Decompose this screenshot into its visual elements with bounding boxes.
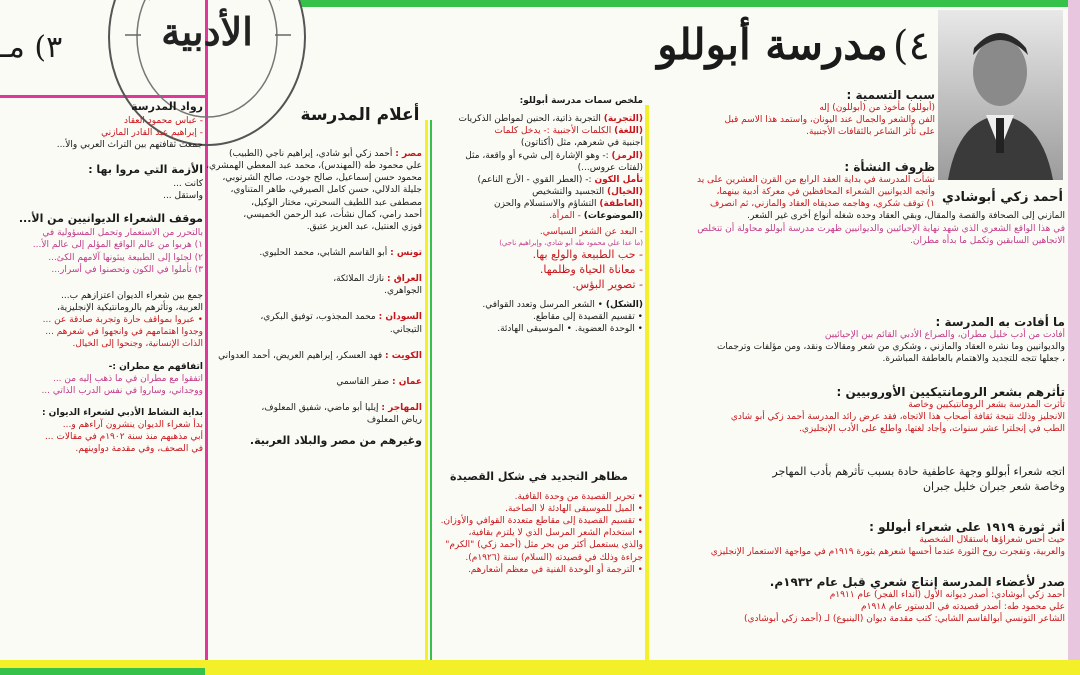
left-section: رواد المدرسة - عباس محمود العقاد - إبراهيم عبد القادر المازني جمعت ثقافتهم بين التراث العربي والأ... الأزمة التي مروا بها : كانت ... واستقل ... موقف الشعراء الديوانيين من الأ... بالتحرر من الاستعمار وتحمل المسؤولية في ١) هربوا من عالم الواقع المؤلم إلى عالم الأ... ٢) لجئوا إلى الطبيعة يبثونها آلامهم الكئ... ٣) تأملوا في الكون وتحصنوا في أسرار... جمع بين شعراء الديوان اعتزازهم ب... العربية، وتأثرهم بالرومانتيكية الإنجليزية، • عبروا بمواقف حارة وتجربة صادقة عن ... وجدوا اهتمامهم في وانجهوا في شعرهم ... الذات الإنسانية، وجنحوا إلى الخيال. اتفاقهم مع مطران :- اتفقوا مع مطران في ما ذهب إليه من ... ووجداني، وساروا في نفس الدرب الذاتي ... بداية النشاط الأدبي لشعراء الديوان : بدأ شعراء الديوان ينشرون آراءهم و... أبي مذهبهم منذ سنة ١٩٠٢م في مقالات ... في الصحف، وفي مقدمة دواوينهم. bbox=[18, 100, 203, 455]
naming-section: سبب التسمية : (أبوللو) مأخوذ من (أبوللون) إله الفن والشعر والجمال عند اليونان، واستمد هذا الاسم قبل على تأثر الشاعر بالثقافات الأجنبية. bbox=[655, 88, 935, 138]
before-section: صدر لأعضاء المدرسة إنتاج شعري قبل عام ١٩٣٢م. أحمد زكي أبوشادي: أصدر ديوانه الأول (أنداء الفجر) عام ١٩١١م علي محمود طه: أصدر قصيدته في الدستور عام ١٩١٨م الشاعر التونسي أبوالقاسم الشابي: كتب مقدمة ديوان (الينبوع) لـ (أحمد زكي أبوشادي) bbox=[743, 575, 1065, 625]
origins-section: ظروف النشأة : نشأت المدرسة في بداية العقد الرابع من القرن العشرين على يد وأتجه الديوانيين الشعراء المحافظين في معركة أدبية بينهما، ١) توقف شكري، وهاجمه صديقاه العقاد والمازني، ثم انصرف المازني إلى الصحافة والقصة والمقال، وبقي العقاد وحده شغله أنواع أخرى غير الشعر. في هذا الواقع الشعري الذي شهد نهاية الإحيائيين والديوانيين ظهرت مدرسة أبوللو محاولة أن تتخلص الاتجاهين السابقين وتكمل ما بدأه مطران. bbox=[655, 160, 1065, 247]
divider-yellow-2 bbox=[425, 120, 428, 675]
naming-heading: سبب التسمية : bbox=[846, 88, 935, 102]
mahjar-section: اتجه شعراء أبوللو وجهة عاطفية حادة بسبب تأثرهم بأدب المهاجر وخاصة شعر جبران خليل جبران bbox=[772, 465, 1065, 493]
romantic-section: تأثرهم بشعر الرومانتيكيين الأوروبيين : تأثرت المدرسة بشعر الرومانتيكيين وخاصة الانجليز وذلك نتيجة ثقافة أصحاب هذا الاتجاه، فقد عرض رائد المدرسة أحمد زكي أبو شادي الطب في إنجلترا عشر سنوات، وأجاد لغتها، واطلع على الأدب الإنجليزي. bbox=[730, 385, 1065, 435]
origins-heading: ظروف النشأة : bbox=[844, 160, 935, 174]
logo-text: الأدبية bbox=[161, 9, 253, 54]
country-tunisia: تونس : أبو القاسم الشابي، محمد الحليوي. bbox=[259, 247, 422, 258]
right-pink-bar bbox=[1068, 0, 1080, 675]
country-mahjar: المهاجر : إيليا أبو ماضي، شفيق المعلوف، رياض المعلوف bbox=[261, 402, 422, 426]
renewal-section: مظاهر التجديد في شكل القصيدة • تحرير القصيدة من وحدة القافية. • الميل للموسيقى الهادئة لا الصاخبة. • تقسيم القصيدة إلى مقاطع متعددة القوافي والأوزان. • استخدام الشعر المرسل الذي لا يلتزم بقافية، والذي يستعمل أكثر من بحر مثل (أحمد زكي) "الكرم" جراءة وذلك في قصيدته (السلام) سنة (١٩٢٦م). • الترجمة أو الوحدة الفنية في معظم أشعارهم. bbox=[440, 470, 643, 575]
country-kuwait: الكويت : فهد العسكر، إبراهيم العريض، أحمد العدواني bbox=[218, 350, 422, 361]
figures-heading: أعلام المدرسة bbox=[300, 105, 420, 125]
top-green-bar bbox=[300, 0, 1080, 7]
prev-title: ٣) مـ bbox=[0, 30, 63, 65]
divider-yellow-1 bbox=[645, 105, 649, 675]
title-text: مدرسة أبوللو bbox=[657, 20, 888, 69]
portrait-name: أحمد زكي أبوشادي bbox=[941, 190, 1064, 205]
country-oman: عمان : صقر القاسمي bbox=[336, 376, 422, 387]
country-egypt: مصر : أحمد زكي أبو شادي، إبراهيم ناجي (الطبيب) علي محمود طه (المهندس)، محمد عبد المعطي الهمشري، محمود حسن إسماعيل، صالح جودت، صالح الشرنوبي، جليلة الدلالي، حسن كامل الصيرفي، طاهر المتناوي، مصطفى عبد اللطيف السحرتي، مختار الوكيل، أحمد رامي، كمال نشأت، عبد الرحمن الخميسي، فوزي العنتيل، عبد العزيز عتيق. bbox=[206, 149, 422, 232]
page-title bbox=[520, 20, 930, 69]
revolution-section: أثر ثورة ١٩١٩ على شعراء أبوللو : حيث أحس شعراؤها باستقلال الشخصية والعربية، وتفجرت روح الثورة عندما أحسها شعرهم بثورة ١٩١٩م في مواجهة الاستعمار الإنجليزي bbox=[710, 520, 1065, 558]
figures-footer: وغيرهم من مصر والبلاد العربية. bbox=[249, 434, 422, 448]
title-number: ٤) bbox=[892, 23, 930, 69]
divider-green bbox=[430, 120, 432, 675]
figures-section bbox=[206, 148, 422, 449]
country-iraq: العراق : نازك الملائكة، الجواهري. bbox=[333, 274, 422, 297]
features-section: ملخص سمات مدرسة أبوللو: (التجربة) التجربة ذاتية، الحنين لمواطن الذكريات (اللغة) الكلمات الأجنبية :- يدخل كلمات أجنبية في شعرهم، مثل (أكتاتون) (الرمز) :- وهو الإشارة إلى شيء أو واقعة، مثل (لفتات عروس...) تأمل الكون :- (العطر القوي - الأرج الناعم) (الخيال) التجسيد والتشخيص (العاطفة) التشاؤم والاستسلام والحزن (الموضوعات) - المرأة. - البعد عن الشعر السياسي. (ما عدا علي محمود طه أبو شادي، وإبراهيم ناجي) - حب الطبيعة والولع بها. - معاناة الحياة وظلمها. - تصوير البؤس. (الشكل) • الشعر المرسل وتعدد القوافي. • تقسيم القصيدة إلى مقاطع. • الوحدة العضوية. • الموسيقى الهادئة. bbox=[458, 96, 643, 334]
benefits-section: ما أفادت به المدرسة : أفادت من أدب خليل مطران، والصراع الأدبي القائم بين الإحيائيين والديوانيين وما نشره العقاد والمازني ، وشكري من شعر ومقالات ونقد، ومن مؤلفات وترجمات ، جعلها تتجه للتجديد والاهتمام بالعاطفة المباشرة. bbox=[716, 315, 1065, 365]
bottom-green-bar bbox=[0, 668, 205, 675]
portrait-image bbox=[938, 10, 1063, 180]
country-sudan: السودان : محمد المجذوب، توفيق البكري، التيجاني. bbox=[260, 312, 422, 335]
